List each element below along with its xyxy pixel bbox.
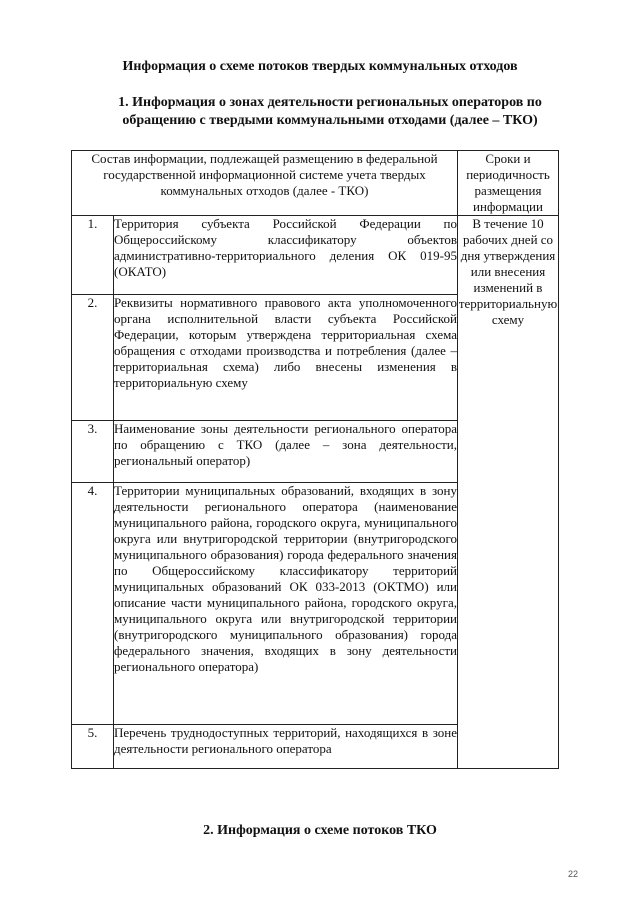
column-header-content: Состав информации, подлежащей размещению в федеральной государственной информационной системе учета твердых коммунальных отходов (далее - ТКО) (72, 151, 458, 216)
row-number: 4. (72, 483, 114, 725)
row-text: Перечень труднодоступных территорий, находящихся в зоне деятельности регионального оператора (114, 725, 458, 769)
row-text: Наименование зоны деятельности регионального оператора по обращению с ТКО (далее – зона деятельности, региональный оператор) (114, 421, 458, 483)
row-number: 3. (72, 421, 114, 483)
row-number: 5. (72, 725, 114, 769)
row-number: 1. (72, 216, 114, 295)
deadline-cell (458, 216, 559, 769)
info-table (71, 150, 559, 769)
table-row (72, 216, 559, 295)
column-header-deadline: Сроки и периодичность размещения информации (458, 151, 559, 216)
section-2-heading: 2. Информация о схеме потоков ТКО (203, 823, 437, 838)
document-title: Информация о схеме потоков твердых коммунальных отходов (122, 59, 518, 74)
row-number: 2. (72, 295, 114, 421)
table-header-row (72, 151, 559, 216)
row-text: Реквизиты нормативного правового акта уполномоченного органа исполнительной власти субъекта Российской Федерации, которым утверждена территориальная схема обращения с отходами производства и потребления (далее – территориальная схема) либо внесены изменения в территориальную схему (114, 295, 458, 421)
row-text: Территория субъекта Российской Федерации по Общероссийскому классификатору объектов административно-территориального деления ОК 019-95 (ОКАТО) (114, 216, 458, 295)
page-number: 22 (568, 869, 579, 879)
deadline-text: В течение 10 рабочих дней со дня утверждения или внесения изменений в территориальную схему (458, 216, 558, 327)
row-text: Территории муниципальных образований, входящих в зону деятельности регионального оператора (наименование муниципального района, городского округа, муниципального округа или внутригородской территории (внутригородского муниципального образования) города федерального значения по Общероссийскому классификатору территорий муниципальных образований ОК 033-2013 (ОКТМО) или описание части муниципального района, городского округа, муниципального округа или внутригородской территории (внутригородского муниципального образования) города федерального значения, входящих в зону деятельности регионального оператора) (114, 483, 458, 725)
section-1-heading: 1. Информация о зонах деятельности региональных операторов по обращению с твердыми коммунальными отходами (далее – ТКО) (118, 95, 542, 128)
